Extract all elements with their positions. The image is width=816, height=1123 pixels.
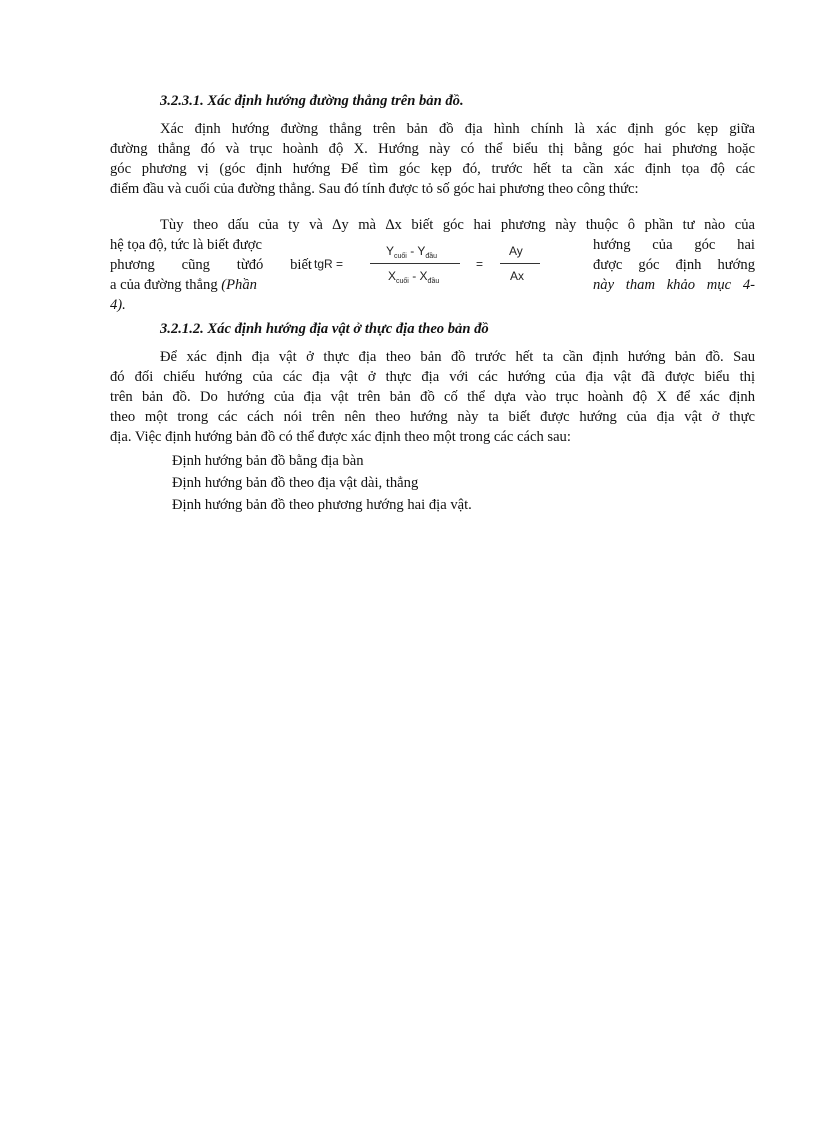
paragraph-line-left: phương cũng từđó biết [110,257,312,273]
paragraph-line-right: hướng của góc hai [593,237,755,253]
formula-denominator-2: Ax [510,269,525,283]
paragraph-line: Để xác định địa vật ở thực địa theo bản đồ trước hết ta cần định hướng bản đồ. Sau [160,349,755,365]
section-heading-1: 3.2.3.1. Xác định hướng đường thẳng trên bản đồ. [160,93,464,109]
paragraph-line-right: được góc định hướng [593,257,755,273]
paragraph-line: điểm đầu và cuối của đường thẳng. Sau đó tính được tỏ số góc hai phương theo công thức: [110,181,639,197]
paragraph-line: đường thẳng đó và trục hoành độ X. Hướng này có thể biểu thị bằng góc hai phương hoặc [110,141,755,157]
formula-image [314,238,544,290]
paragraph-line: Xác định hướng đường thẳng trên bản đồ địa hình chính là xác định góc kẹp giữa [160,121,755,137]
list-item: Định hướng bản đồ theo địa vật dài, thẳng [172,475,419,491]
paragraph-text: a của đường thẳng [110,277,218,293]
formula-lhs: tgR = [314,257,344,271]
list-item: Định hướng bản đồ bằng địa bàn [172,453,364,469]
paragraph-line: 4). [110,297,126,313]
paragraph-line-left [110,275,257,295]
paragraph-line: góc phương vị (góc định hướng Để tìm góc kẹp đó, trước hết ta cần xác định tọa độ các [110,161,755,177]
formula-numerator-2: Ay [509,244,523,258]
paragraph-line-right: này tham khảo mục 4- [593,277,755,293]
paragraph-line: theo một trong các cách nói trên nên theo hướng này ta biết được hướng của địa vật ở thực [110,409,755,425]
paragraph-line: đó đối chiếu hướng của các địa vật ở thực địa với các hướng của địa vật đã được biểu thị [110,369,755,385]
fraction-bar [370,263,460,264]
paragraph-line: Tùy theo dấu của ty và ∆y mà ∆x biết góc hai phương này thuộc ô phần tư nào của [160,217,755,233]
paragraph-italic-text: (Phần [221,277,257,293]
formula-equals: = [476,257,484,271]
paragraph-line: địa. Việc định hướng bản đồ có thể được xác định theo một trong các cách sau: [110,429,571,445]
fraction-bar [500,263,540,264]
formula-numerator: $Y_{cuối} - Y_{đầu}$ [386,244,438,260]
formula-denominator: $X_{cuối} - X_{đầu}$ [388,269,440,285]
paragraph-line-left: hệ tọa độ, tức là biết được [110,237,262,253]
section-heading-2: 3.2.1.2. Xác định hướng địa vật ở thực địa theo bản đồ [160,321,489,337]
list-item: Định hướng bản đồ theo phương hướng hai địa vật. [172,497,472,513]
paragraph-line: trên bản đồ. Do hướng của địa vật trên bản đồ cố thể dựa vào trục hoành độ X để xác định [110,389,755,405]
